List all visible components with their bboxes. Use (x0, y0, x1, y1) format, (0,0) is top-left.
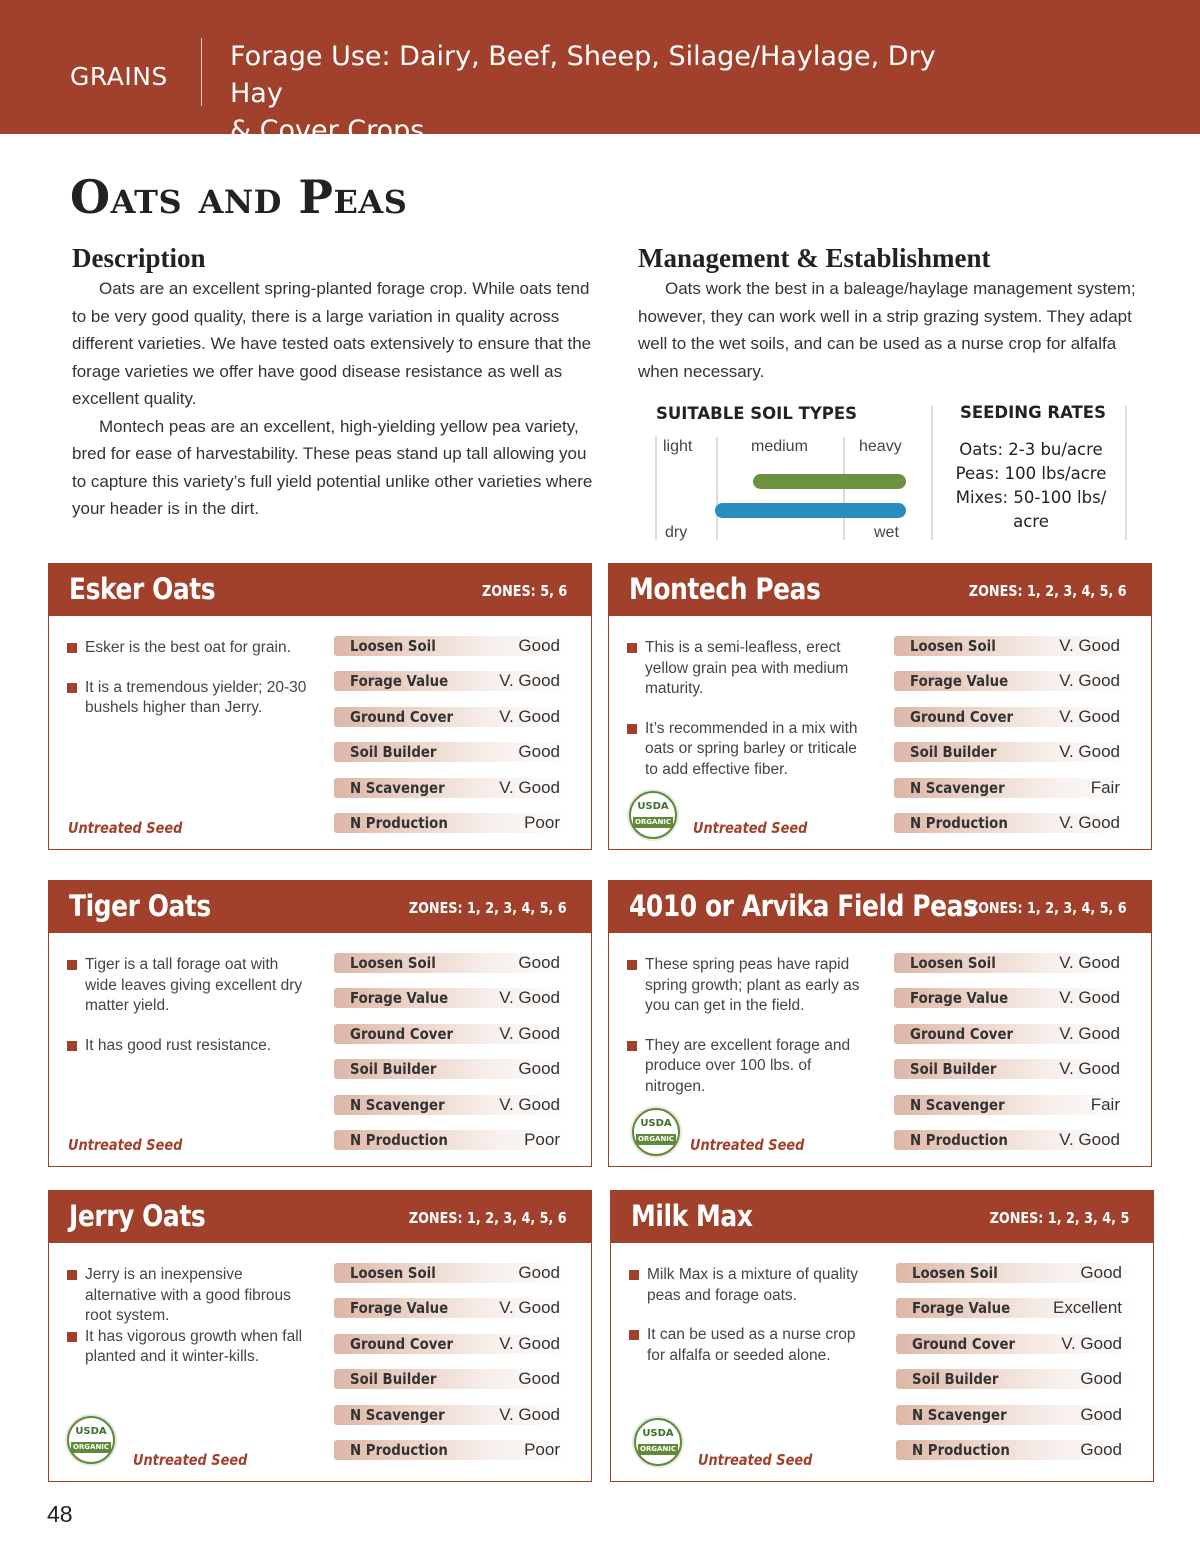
rating-label: N Production (912, 1440, 1010, 1459)
untreated-seed-note: Untreated Seed (690, 1136, 805, 1154)
rating-n-production (334, 1130, 571, 1150)
rating-value: Fair (1090, 777, 1120, 797)
rating-label: Ground Cover (350, 1334, 454, 1353)
rating-value: Fair (1090, 1094, 1120, 1114)
rating-value: V. Good (1059, 1129, 1120, 1149)
rating-label: Loosen Soil (910, 637, 996, 655)
seeding-rate-line: Peas: 100 lbs/acre (955, 464, 1107, 483)
rating-loosen-soil (896, 1263, 1133, 1283)
product-name: Jerry Oats (69, 1199, 206, 1233)
management-text (638, 275, 1150, 385)
product-bullet: It is a tremendous yielder; 20-30 bushels higher than Jerry. (66, 678, 310, 719)
description-heading: Description (72, 243, 206, 273)
product-bullet: These spring peas have rapid spring growth; plant as early as you can get in the field. (626, 955, 870, 1017)
section-label: GRAINS (70, 62, 168, 91)
organic-seal-top: USDA (75, 1426, 107, 1437)
rating-value: V. Good (499, 671, 560, 691)
soil-texture-range-bar (753, 474, 906, 489)
usda-organic-seal (634, 1418, 682, 1466)
untreated-seed-note: Untreated Seed (133, 1451, 248, 1469)
product-bullet: It can be used as a nurse crop for alfalfa or seeded alone. (628, 1325, 872, 1366)
rating-loosen-soil (894, 953, 1131, 973)
rating-forage-value (896, 1298, 1133, 1318)
rating-value: V. Good (499, 988, 560, 1008)
rating-n-production (894, 813, 1131, 833)
rating-label: Forage Value (912, 1299, 1011, 1318)
rating-n-production (894, 1130, 1131, 1150)
rating-label: Forage Value (350, 1299, 449, 1318)
rating-label: Forage Value (910, 989, 1009, 1008)
rating-value: Excellent (1053, 1298, 1122, 1318)
soil-label-dry: dry (665, 524, 688, 541)
rating-label: Soil Builder (910, 743, 997, 762)
rating-label: N Scavenger (910, 778, 1005, 797)
rating-soil-builder (894, 742, 1131, 762)
rating-forage-value (334, 1298, 571, 1318)
card-header (49, 881, 591, 933)
forage-use (230, 38, 990, 149)
management-heading: Management & Establishment (638, 243, 991, 273)
rating-label: Forage Value (350, 672, 449, 691)
rating-label: Loosen Soil (910, 954, 996, 972)
rating-ground-cover (894, 707, 1131, 727)
product-zones: ZONES: 1, 2, 3, 4, 5 (989, 1209, 1129, 1227)
ratings-list (334, 953, 571, 1165)
rating-label: N Scavenger (912, 1405, 1007, 1424)
rating-label: Ground Cover (910, 1024, 1014, 1043)
product-name: Montech Peas (629, 572, 821, 606)
rating-n-scavenger (894, 778, 1131, 798)
rating-ground-cover (894, 1024, 1131, 1044)
rating-n-scavenger (334, 778, 571, 798)
seeding-rates-title: SEEDING RATES (960, 403, 1106, 422)
page-title: Oats and Peas (70, 170, 408, 224)
ratings-list (894, 953, 1131, 1165)
organic-seal-top: USDA (640, 1118, 672, 1129)
soil-types-title: SUITABLE SOIL TYPES (656, 404, 858, 423)
card-header (609, 564, 1151, 616)
rating-value: Good (518, 1059, 560, 1079)
rating-value: V. Good (499, 1404, 560, 1424)
rating-n-scavenger (334, 1405, 571, 1425)
card-header (49, 564, 591, 616)
rating-label: Soil Builder (350, 743, 437, 762)
product-bullet: Esker is the best oat for grain. (66, 638, 310, 659)
rating-value: V. Good (1059, 812, 1120, 832)
rating-label: N Production (350, 1130, 448, 1149)
rating-label: Loosen Soil (350, 1264, 436, 1282)
rating-loosen-soil (334, 953, 571, 973)
rating-n-production (334, 1440, 571, 1460)
soil-rule-light-medium (716, 437, 718, 540)
product-bullet: It has good rust resistance. (66, 1036, 310, 1057)
rating-soil-builder (894, 1059, 1131, 1079)
rating-label: Ground Cover (350, 707, 454, 726)
product-name: Esker Oats (69, 572, 216, 606)
rating-soil-builder (334, 1369, 571, 1389)
untreated-seed-note: Untreated Seed (68, 1136, 183, 1154)
product-card-esker-oats (48, 563, 592, 850)
organic-seal-top: USDA (637, 801, 669, 812)
rating-label: Soil Builder (910, 1060, 997, 1079)
rating-label: Loosen Soil (912, 1264, 998, 1282)
product-card-montech-peas (608, 563, 1152, 850)
rating-value: V. Good (499, 1023, 560, 1043)
product-name: 4010 or Arvika Field Peas (629, 889, 978, 923)
organic-seal-top: USDA (642, 1428, 674, 1439)
description-paragraph: Oats are an excellent spring-planted forage crop. While oats tend to be very good quality, there is a large variation in quality across different varieties. We have tested oats extensively to ensure that the forage varieties we offer have good disease resistance as well as excellent quality. (72, 279, 592, 408)
rating-value: Good (518, 742, 560, 762)
rating-value: V. Good (499, 1333, 560, 1353)
rating-value: V. Good (1061, 1333, 1122, 1353)
rating-label: Ground Cover (910, 707, 1014, 726)
product-bullets (66, 638, 310, 719)
forage-use-line-1: Forage Use: Dairy, Beef, Sheep, Silage/Haylage, Dry Hay (230, 41, 936, 109)
rating-value: V. Good (499, 1094, 560, 1114)
rating-ground-cover (334, 1024, 571, 1044)
product-zones: ZONES: 5, 6 (481, 582, 567, 600)
rating-value: Poor (524, 1129, 560, 1149)
product-zones: ZONES: 1, 2, 3, 4, 5, 6 (409, 1209, 567, 1227)
rating-value: V. Good (1059, 953, 1120, 972)
rating-n-production (896, 1440, 1133, 1460)
usda-organic-seal (632, 1108, 680, 1156)
soil-label-heavy: heavy (859, 438, 902, 455)
organic-seal-bottom: ORGANIC (634, 818, 672, 826)
usda-organic-seal (67, 1416, 115, 1464)
product-card-tiger-oats (48, 880, 592, 1167)
product-zones: ZONES: 1, 2, 3, 4, 5, 6 (969, 899, 1127, 917)
rating-value: Good (518, 953, 560, 972)
card-header (49, 1191, 591, 1243)
rating-label: N Production (910, 813, 1008, 832)
organic-seal-bottom: ORGANIC (637, 1135, 675, 1143)
soil-left-rule (655, 436, 657, 540)
rating-value: Good (1080, 1369, 1122, 1389)
description-paragraph: Montech peas are an excellent, high-yielding yellow pea variety, bred for ease of harvestability. These peas stand up tall allowing you to capture this variety’s full yield potential unlike other varieties where your header is in the dirt. (72, 416, 593, 518)
rating-value: V. Good (1059, 636, 1120, 655)
rating-value: Poor (524, 812, 560, 832)
rating-forage-value (894, 671, 1131, 691)
rating-label: N Production (350, 813, 448, 832)
rating-value: Good (1080, 1263, 1122, 1282)
rating-label: N Scavenger (350, 778, 445, 797)
untreated-seed-note: Untreated Seed (693, 819, 808, 837)
seeding-rate-line: Oats: 2-3 bu/acre (959, 440, 1103, 459)
rating-value: V. Good (1059, 742, 1120, 762)
rating-value: V. Good (1059, 1059, 1120, 1079)
header-band (0, 0, 1200, 146)
rating-label: Soil Builder (350, 1370, 437, 1389)
product-bullets (628, 1265, 872, 1366)
rating-n-scavenger (894, 1095, 1131, 1115)
rating-label: Soil Builder (912, 1370, 999, 1389)
untreated-seed-note: Untreated Seed (698, 1451, 813, 1469)
rating-loosen-soil (894, 636, 1131, 656)
rating-value: Good (518, 636, 560, 655)
rating-label: Soil Builder (350, 1060, 437, 1079)
product-card-field-peas (608, 880, 1152, 1167)
product-bullet: Milk Max is a mixture of quality peas and forage oats. (628, 1265, 872, 1306)
rating-value: V. Good (1059, 671, 1120, 691)
product-bullet: Jerry is an inexpensive alternative with a good fibrous root system. (66, 1265, 310, 1327)
ratings-list (896, 1263, 1133, 1475)
rating-ground-cover (896, 1334, 1133, 1354)
rating-soil-builder (334, 1059, 571, 1079)
product-zones: ZONES: 1, 2, 3, 4, 5, 6 (409, 899, 567, 917)
rating-label: Loosen Soil (350, 954, 436, 972)
rating-value: Poor (524, 1439, 560, 1459)
ratings-list (334, 1263, 571, 1475)
rating-ground-cover (334, 1334, 571, 1354)
rating-value: V. Good (499, 777, 560, 797)
rating-label: N Production (350, 1440, 448, 1459)
rating-label: N Scavenger (910, 1095, 1005, 1114)
product-bullets (626, 638, 870, 780)
management-paragraph: Oats work the best in a baleage/haylage management system; however, they can work well in a strip grazing system. They adapt well to the wet soils, and can be used as a nurse crop for alfalfa when necessary. (638, 279, 1136, 381)
seed-right-rule (1125, 406, 1127, 540)
rating-label: N Production (910, 1130, 1008, 1149)
soil-label-light: light (663, 438, 693, 455)
card-header (611, 1191, 1153, 1243)
soil-label-wet: wet (874, 524, 899, 541)
rating-forage-value (894, 988, 1131, 1008)
organic-seal-bottom: ORGANIC (639, 1445, 677, 1453)
rating-forage-value (334, 988, 571, 1008)
rating-n-scavenger (896, 1405, 1133, 1425)
rating-label: Ground Cover (350, 1024, 454, 1043)
rating-value: V. Good (499, 706, 560, 726)
description-text (72, 275, 604, 523)
organic-seal-bottom: ORGANIC (72, 1443, 110, 1451)
rating-forage-value (334, 671, 571, 691)
rating-soil-builder (334, 742, 571, 762)
rating-label: Ground Cover (912, 1334, 1016, 1353)
rating-label: Loosen Soil (350, 637, 436, 655)
seeding-rate-line: Mixes: 50-100 lbs/ (955, 488, 1107, 507)
product-bullet: This is a semi-leafless, erect yellow grain pea with medium maturity. (626, 638, 870, 700)
product-zones: ZONES: 1, 2, 3, 4, 5, 6 (969, 582, 1127, 600)
soil-moisture-range-bar (715, 503, 906, 518)
card-header (609, 881, 1151, 933)
product-name: Milk Max (631, 1199, 753, 1233)
product-card-milk-max (610, 1190, 1154, 1482)
rating-label: N Scavenger (350, 1095, 445, 1114)
seeding-rate-line: acre (1013, 512, 1049, 531)
usda-organic-seal (629, 791, 677, 839)
product-bullets (66, 955, 310, 1056)
rating-label: Forage Value (910, 672, 1009, 691)
rating-loosen-soil (334, 1263, 571, 1283)
rating-loosen-soil (334, 636, 571, 656)
untreated-seed-note: Untreated Seed (68, 819, 183, 837)
product-name: Tiger Oats (69, 889, 211, 923)
rating-value: Good (518, 1263, 560, 1282)
rating-value: Good (1080, 1439, 1122, 1459)
rating-label: N Scavenger (350, 1405, 445, 1424)
rating-value: V. Good (1059, 1023, 1120, 1043)
rating-ground-cover (334, 707, 571, 727)
product-card-jerry-oats (48, 1190, 592, 1482)
product-bullets (66, 1265, 310, 1368)
product-bullet: It has vigorous growth when fall planted and it winter-kills. (66, 1327, 310, 1368)
rating-soil-builder (896, 1369, 1133, 1389)
page-number: 48 (47, 1501, 73, 1527)
soil-seed-divider (931, 406, 933, 540)
product-bullet: Tiger is a tall forage oat with wide leaves giving excellent dry matter yield. (66, 955, 310, 1017)
rating-n-scavenger (334, 1095, 571, 1115)
forage-use-line-2: & Cover Crops (230, 115, 425, 146)
rating-value: V. Good (1059, 988, 1120, 1008)
ratings-list (334, 636, 571, 848)
rating-value: Good (1080, 1404, 1122, 1424)
product-bullet: It’s recommended in a mix with oats or spring barley or triticale to add effective fiber. (626, 719, 870, 781)
rating-value: Good (518, 1369, 560, 1389)
soil-label-medium: medium (751, 438, 808, 455)
header-divider (201, 38, 202, 106)
rating-value: V. Good (499, 1298, 560, 1318)
product-bullet: They are excellent forage and produce over 100 lbs. of nitrogen. (626, 1036, 870, 1098)
ratings-list (894, 636, 1131, 848)
rating-label: Forage Value (350, 989, 449, 1008)
rating-value: V. Good (1059, 706, 1120, 726)
rating-n-production (334, 813, 571, 833)
product-bullets (626, 955, 870, 1097)
